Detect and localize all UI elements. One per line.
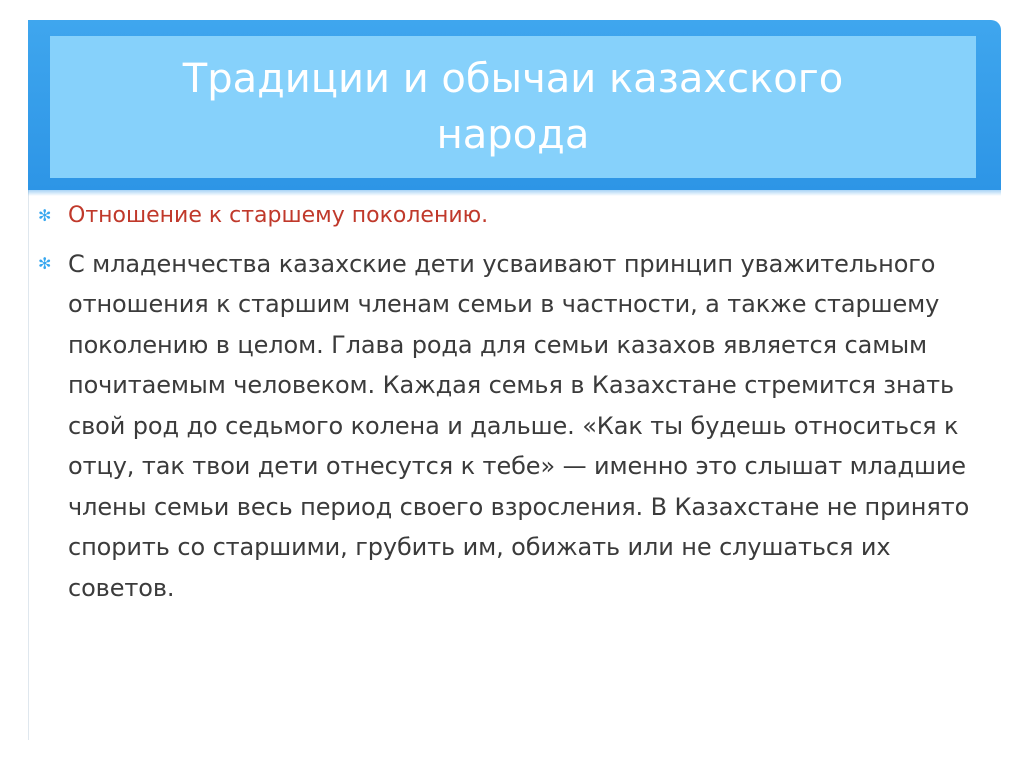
bullet-text-heading: Отношение к старшему поколению.: [68, 203, 489, 228]
asterisk-bullet-icon: ✻: [38, 206, 52, 225]
bullet-item-heading: [34, 196, 984, 237]
asterisk-bullet-icon: ✻: [38, 253, 52, 273]
slide-title: Традиции и обычаи казахского народа: [182, 56, 844, 158]
left-divider: [28, 180, 29, 740]
slide-content: [34, 196, 984, 615]
bullet-item-body: [34, 244, 984, 609]
title-panel: [50, 36, 976, 178]
bullet-text-body: С младенчества казахские дети усваивают принцип уважительного отношения к старшим членам семьи в частности, а также старшему поколению в целом. Глава рода для семьи казахов является самым почитаемым человеком. Каждая семья в Казахстане стремится знать свой род до седьмого колена и дальше. «Как ты будешь относиться к отцу, так твои дети отнесутся к тебе» — именно это слышат младшие члены семьи весь период своего взросления. В Казахстане не принято спорить со старшими, грубить им, обижать или не слушаться их советов.: [68, 249, 970, 602]
